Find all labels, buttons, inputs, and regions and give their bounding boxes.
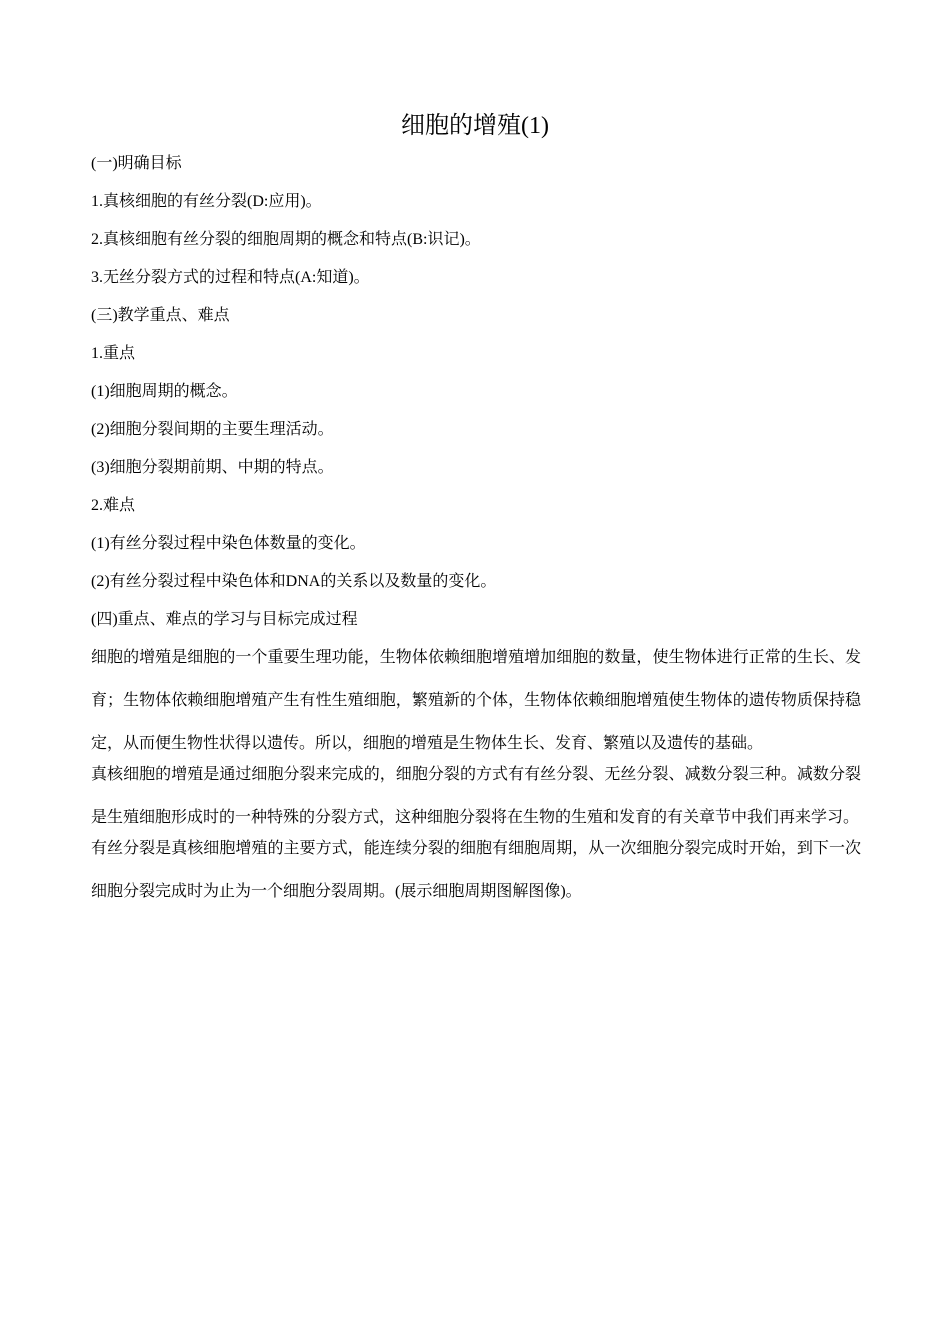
section-heading-key-points: (三)教学重点、难点 bbox=[91, 307, 230, 324]
goal-item-1: 1.真核细胞的有丝分裂(D:应用)。 bbox=[91, 193, 322, 210]
body-paragraph-1: 细胞的增殖是细胞的一个重要生理功能，生物体依赖细胞增殖增加细胞的数量，使生物体进行正常的生长、发育；生物体依赖细胞增殖产生有性生殖细胞，繁殖新的个体，生物体依赖细胞增殖使生物体的遗传物质保持稳定，从而便生物性状得以遗传。所以，细胞的增殖是生物体生长、发育、繁殖以及遗传的基础。 bbox=[91, 649, 861, 752]
goal-item-2: 2.真核细胞有丝分裂的细胞周期的概念和特点(B:识记)。 bbox=[91, 231, 481, 248]
body-paragraph-2: 真核细胞的增殖是通过细胞分裂来完成的，细胞分裂的方式有有丝分裂、无丝分裂、减数分裂三种。减数分裂是生殖细胞形成时的一种特殊的分裂方式，这种细胞分裂将在生物的生殖和发育的有关章节中我们再来学习。 bbox=[91, 766, 861, 826]
subheading-key-points: 1.重点 bbox=[91, 345, 136, 362]
subheading-difficulties: 2.难点 bbox=[91, 497, 136, 514]
difficulty-item-1: (1)有丝分裂过程中染色体数量的变化。 bbox=[91, 535, 366, 552]
key-point-item-2: (2)细胞分裂间期的主要生理活动。 bbox=[91, 421, 334, 438]
section-heading-process: (四)重点、难点的学习与目标完成过程 bbox=[91, 611, 358, 628]
goal-item-3: 3.无丝分裂方式的过程和特点(A:知道)。 bbox=[91, 269, 370, 286]
document-body bbox=[91, 150, 861, 901]
key-point-item-3: (3)细胞分裂期前期、中期的特点。 bbox=[91, 459, 334, 476]
document-title: 细胞的增殖(1) bbox=[401, 113, 549, 139]
key-point-item-1: (1)细胞周期的概念。 bbox=[91, 383, 238, 400]
section-heading-goals: (一)明确目标 bbox=[91, 155, 182, 172]
body-paragraph-3: 有丝分裂是真核细胞增殖的主要方式，能连续分裂的细胞有细胞周期，从一次细胞分裂完成时开始，到下一次细胞分裂完成时为止为一个细胞分裂周期。(展示细胞周期图解图像)。 bbox=[91, 840, 861, 900]
difficulty-item-2: (2)有丝分裂过程中染色体和DNA的关系以及数量的变化。 bbox=[91, 573, 497, 590]
